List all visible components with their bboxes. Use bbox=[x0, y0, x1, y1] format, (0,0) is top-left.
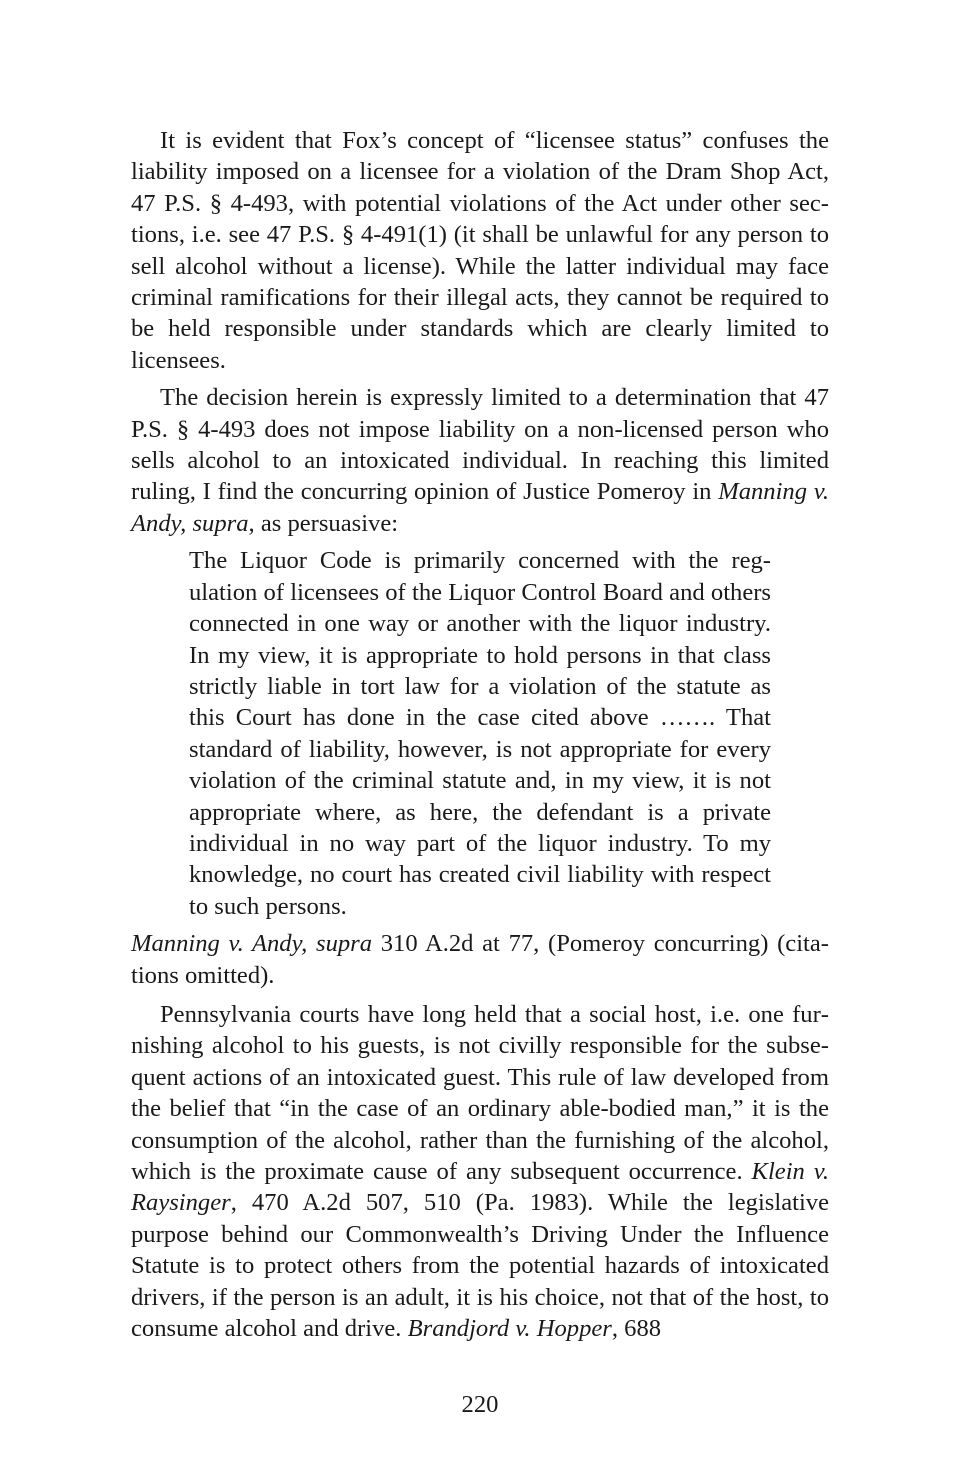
case-citation: Brandjord v. Hopper bbox=[407, 1315, 612, 1343]
paragraph-text: , 688 bbox=[611, 1315, 662, 1343]
document-body bbox=[131, 125, 829, 1344]
page-number: 220 bbox=[461, 1391, 499, 1418]
paragraph-social-host bbox=[131, 999, 829, 1344]
case-citation: Manning v. Andy, supra bbox=[131, 478, 829, 537]
case-citation: Manning v. Andy, supra bbox=[131, 930, 373, 958]
paragraph-decision-limited bbox=[131, 382, 829, 539]
paragraph-text: , 470 A.2d 507, 510 (Pa. 1983). While the legislative purpose behind our Commonwealth’s Driving Under the Influence Statute is to protect others from the potential hazards of intoxicated drivers, if the person is an adult, it is his choice, not that of the host, to consume alcohol and drive. bbox=[131, 1189, 829, 1343]
case-citation: Klein v. Raysinger bbox=[131, 1158, 829, 1217]
paragraph-text: Pennsylvania courts have long held that a social host, i.e. one furnishing alcohol to his guests, is not civilly responsible for the subsequent actions of an intoxicated guest. This rule of law developed from the belief that “in the case of an ordinary able-bodied man,” it is the consumption of the alcohol, rather than the furnishing of the alcohol, which is the proximate cause of any subsequent occurrence. bbox=[131, 1000, 829, 1185]
block-quote: The Liquor Code is primarily concerned with the regulation of licensees of the Liquor Control Board and others connected in one way or another with the liquor industry. In my view, it is appropriate to hold persons in that class strictly liable in tort law for a violation of the statute as this Court has done in the case cited above ……. That standard of liability, however, is not appropriate for every violation of the criminal statute and, in my view, it is not appropriate where, as here, the defendant is a private individual in no way part of the liquor industry. To my knowledge, no court has created civil liability with respect to such persons. bbox=[189, 547, 771, 920]
paragraph-text: , as persuasive: bbox=[248, 509, 399, 537]
paragraph-licensee-status: It is evident that Fox’s concept of “licensee status” confuses the liability imposed on a licensee for a violation of the Dram Shop Act, 47 P.S. § 4-493, with potential violations of the Act under other sections, i.e. see 47 P.S. § 4-491(1) (it shall be unlawful for any person to sell alcohol without a license). While the latter individual may face criminal ramifications for their illegal acts, they cannot be required to be held responsible under standards which are clearly limited to licensees. bbox=[131, 127, 829, 374]
citation-text: 310 A.2d at 77, (Pomeroy concurring) (citations omitted). bbox=[131, 930, 829, 989]
quote-citation bbox=[131, 928, 829, 991]
paragraph-text: The decision herein is expressly limited to a determination that 47 P.S. § 4-493 does not impose liability on a non-licensed person who sells alcohol to an intoxicated individual. In reaching this limited ruling, I find the concurring opinion of Justice Pomeroy in bbox=[131, 384, 829, 506]
